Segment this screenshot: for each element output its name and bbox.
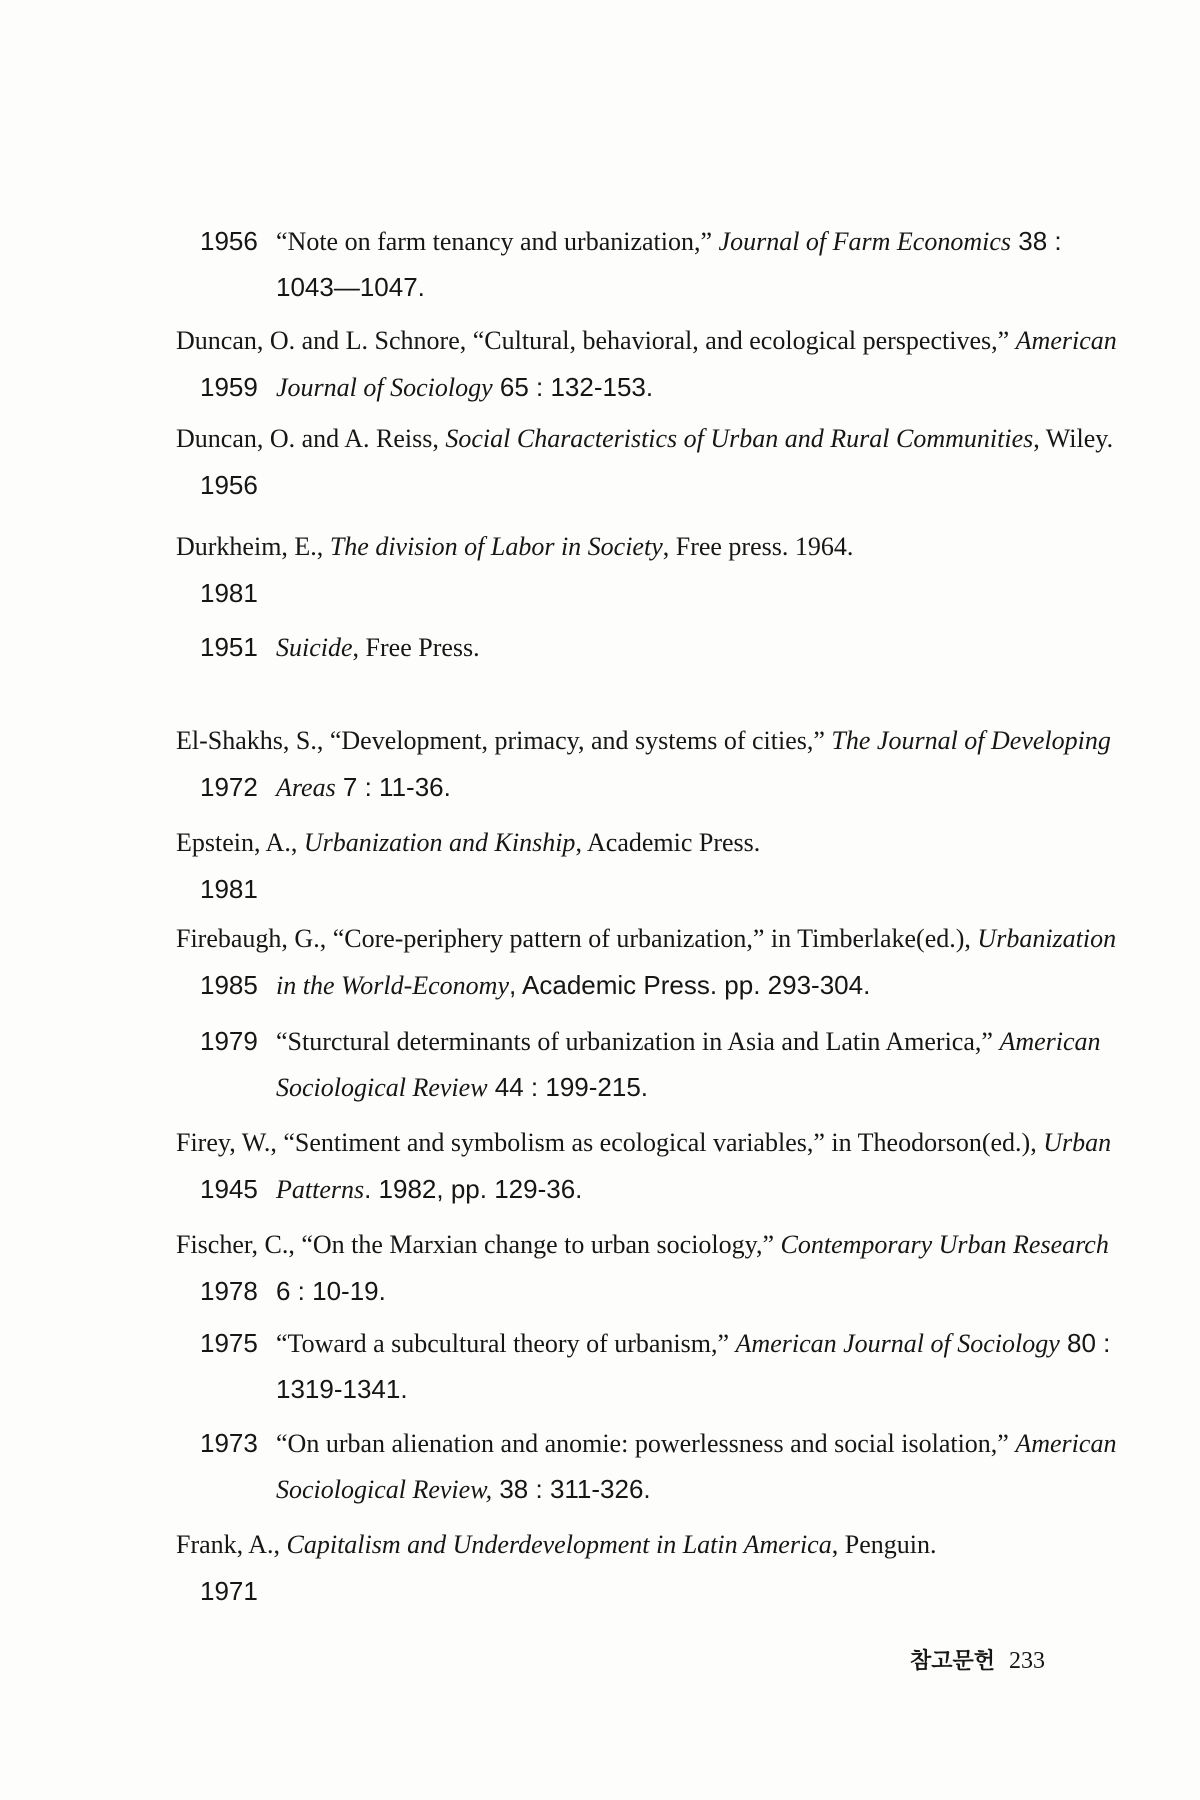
reference-author-line: Firebaugh, G., “Core-periphery pattern of urbanization,” in Timberlake(ed.), Urbanization [176, 924, 1117, 953]
reference-line: 1975 “Toward a subcultural theory of urbanism,” American Journal of Sociology 80 : [200, 1328, 1111, 1358]
reference-line: 1979 “Sturctural determinants of urbanization in Asia and Latin America,” American [200, 1026, 1101, 1056]
reference-year: 1981 [200, 578, 258, 608]
reference-continuation: 1043—1047. [276, 272, 425, 302]
reference-author-line: Duncan, O. and L. Schnore, “Cultural, behavioral, and ecological perspectives,” American [176, 326, 1117, 355]
reference-year: 1956 [200, 470, 258, 500]
reference-author-line: Epstein, A., Urbanization and Kinship, Academic Press. [176, 828, 761, 857]
reference-author-line: Duncan, O. and A. Reiss, Social Characteristics of Urban and Rural Communities, Wiley. [176, 424, 1114, 453]
reference-author-line: El-Shakhs, S., “Development, primacy, and systems of cities,” The Journal of Developing [176, 726, 1111, 755]
page-footer [910, 1644, 1045, 1675]
reference-author-line: Durkheim, E., The division of Labor in Society, Free press. 1964. [176, 532, 854, 561]
reference-line: 1985 in the World-Economy, Academic Press. pp. 293-304. [200, 970, 871, 1000]
reference-line: 1959 Journal of Sociology 65 : 132-153. [200, 372, 654, 402]
reference-year: 1981 [200, 874, 258, 904]
reference-line: 1978 6 : 10-19. [200, 1276, 386, 1306]
reference-line: 1972 Areas 7 : 11-36. [200, 772, 451, 802]
reference-line: 1951 Suicide, Free Press. [200, 632, 480, 662]
reference-line: 1956 “Note on farm tenancy and urbanization,” Journal of Farm Economics 38 : [200, 226, 1062, 256]
reference-line: 1945 Patterns. 1982, pp. 129-36. [200, 1174, 583, 1204]
reference-line: 1973 “On urban alienation and anomie: powerlessness and social isolation,” American [200, 1428, 1117, 1458]
reference-continuation: Sociological Review, 38 : 311-326. [276, 1474, 651, 1504]
reference-author-line: Fischer, C., “On the Marxian change to urban sociology,” Contemporary Urban Research [176, 1230, 1109, 1259]
page-number: 233 [1009, 1648, 1046, 1674]
reference-continuation: Sociological Review 44 : 199-215. [276, 1072, 649, 1102]
running-title: 참고문헌 [910, 1649, 996, 1674]
reference-continuation: 1319-1341. [276, 1374, 408, 1404]
reference-year: 1971 [200, 1576, 258, 1606]
reference-author-line: Firey, W., “Sentiment and symbolism as ecological variables,” in Theodorson(ed.), Urban [176, 1128, 1112, 1157]
reference-author-line: Frank, A., Capitalism and Underdevelopment in Latin America, Penguin. [176, 1530, 937, 1559]
